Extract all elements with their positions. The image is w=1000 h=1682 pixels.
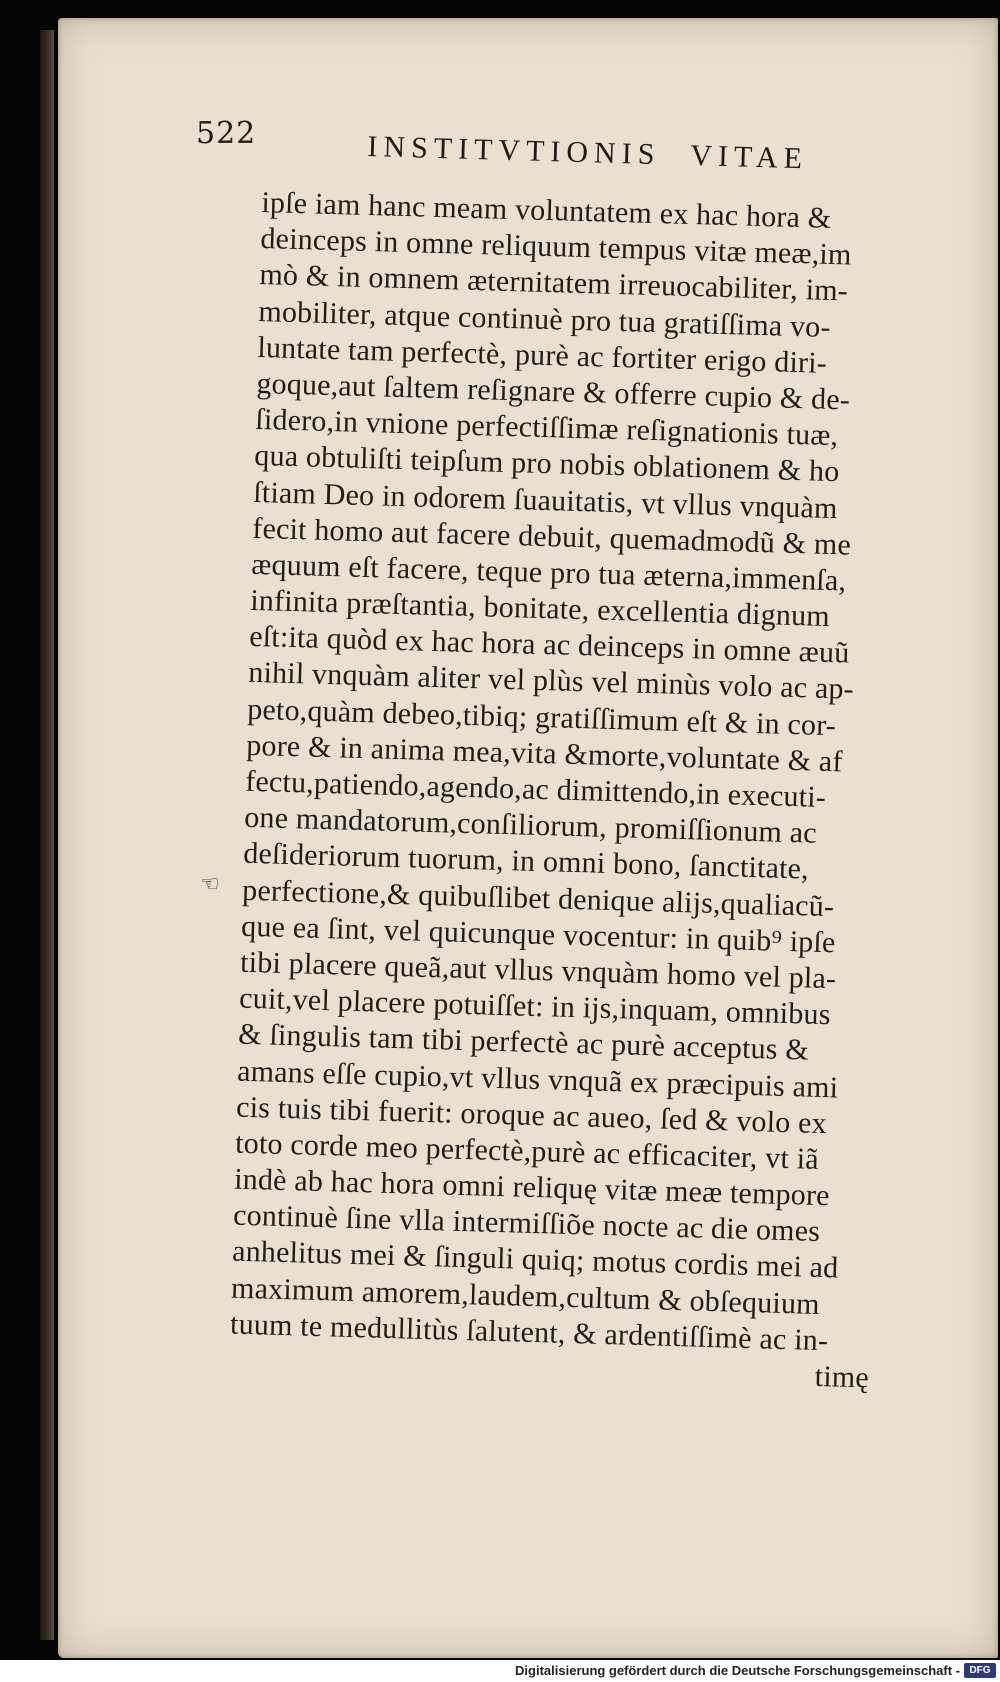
footer-bar	[0, 1660, 1000, 1682]
text-line: anhelitus mei & ſinguli quiq; motus cordis mei ad	[231, 1235, 839, 1285]
catchword: timę	[814, 1359, 870, 1395]
dfg-logo: DFG	[964, 1663, 996, 1678]
running-head-left: INSTITVTIONIS	[367, 130, 661, 172]
text-line: peto,quàm debeo,tibiq; gratiſſimum eſt & in cor-	[246, 692, 837, 742]
text-line: que ea ſint, vel quicunque vocentur: in quib⁹ ipſe	[240, 909, 837, 960]
text-line: perfectione,& quibuſlibet denique alijs,qualiacũ-	[241, 873, 835, 923]
text-line: ſidero,in vnione perfectiſſimæ reſignationis tuæ,	[254, 403, 839, 453]
footer-credit: Digitalisierung gefördert durch die Deutsche Forschungsgemeinschaft -	[515, 1663, 960, 1678]
text-line: luntate tam perfectè, purè ac fortiter erigo diri-	[257, 330, 828, 380]
body-text	[229, 185, 962, 1398]
text-line: one mandatorum,conſiliorum, promiſſionum ac	[243, 800, 818, 850]
text-line: infinita præſtantia, bonitate, excellentia dignum	[249, 583, 831, 634]
text-line: æquum eſt facere, teque pro tua æterna,immenſa,	[250, 547, 847, 598]
running-head-right: VITAE	[689, 139, 809, 176]
text-line: maximum amorem,laudem,cultum & obſequium	[230, 1271, 821, 1321]
text-line: tibi placere queã,aut vllus vnquàm homo vel pla-	[239, 945, 837, 996]
text-line: & ſingulis tam tibi perfectè ac purè acceptus &	[237, 1017, 810, 1067]
text-line: ipſe iam hanc meam voluntatem ex hac hora &	[261, 185, 832, 235]
page-number: 522	[196, 116, 257, 151]
text-line: cuit,vel placere potuiſſet: in ijs,inquam, omnibus	[238, 981, 832, 1032]
text-line: qua obtuliſti teipſum pro nobis oblationem & ho	[253, 439, 840, 489]
text-line: deſideriorum tuorum, in omni bono, ſanctitate,	[242, 837, 810, 886]
text-line: fecit homo aut facere debuit, quemadmodũ & me	[251, 511, 852, 562]
text-line: fectu,patiendo,agendo,ac dimittendo,in executi-	[244, 764, 827, 814]
text-line: goque,aut ſaltem reſignare & offerre cupio & de-	[255, 366, 851, 417]
text-line: continuè ſine vlla intermiſſiõe nocte ac die omes	[232, 1198, 821, 1249]
text-line: amans eſſe cupio,vt vllus vnquã ex præcipuis ami	[236, 1054, 839, 1104]
text-line: pore & in anima mea,vita &morte,voluntate & af	[245, 728, 844, 779]
text-line: indè ab hac hora omni reliquę vitæ meæ tempore	[233, 1162, 831, 1213]
text-line: cis tuis tibi fuerit: oroque ac aueo, ſed & volo ex	[235, 1090, 828, 1140]
text-line: eſt:ita quòd ex hac hora ac deinceps in omne æuũ	[248, 620, 850, 670]
text-line: mobiliter, atque continuè pro tua gratiſſima vo-	[258, 294, 832, 344]
text-line: deinceps in omne reliquum tempus vitæ meæ,im	[260, 222, 852, 272]
margin-mark-icon: ☜	[200, 872, 220, 897]
text-line: mò & in omnem æternitatem irreuocabiliter, im-	[259, 258, 849, 308]
text-line: toto corde meo perfectè,purè ac efficaciter, vt iã	[234, 1126, 820, 1176]
text-line: ſtiam Deo in odorem ſuauitatis, vt vllus vnquàm	[252, 475, 838, 525]
text-line: nihil vnquàm aliter vel plùs vel minùs volo ac ap-	[247, 656, 855, 707]
text-line: tuum te medullitùs ſalutent, & ardentiſſimè ac in-	[229, 1307, 829, 1358]
page-edge	[40, 30, 54, 1640]
